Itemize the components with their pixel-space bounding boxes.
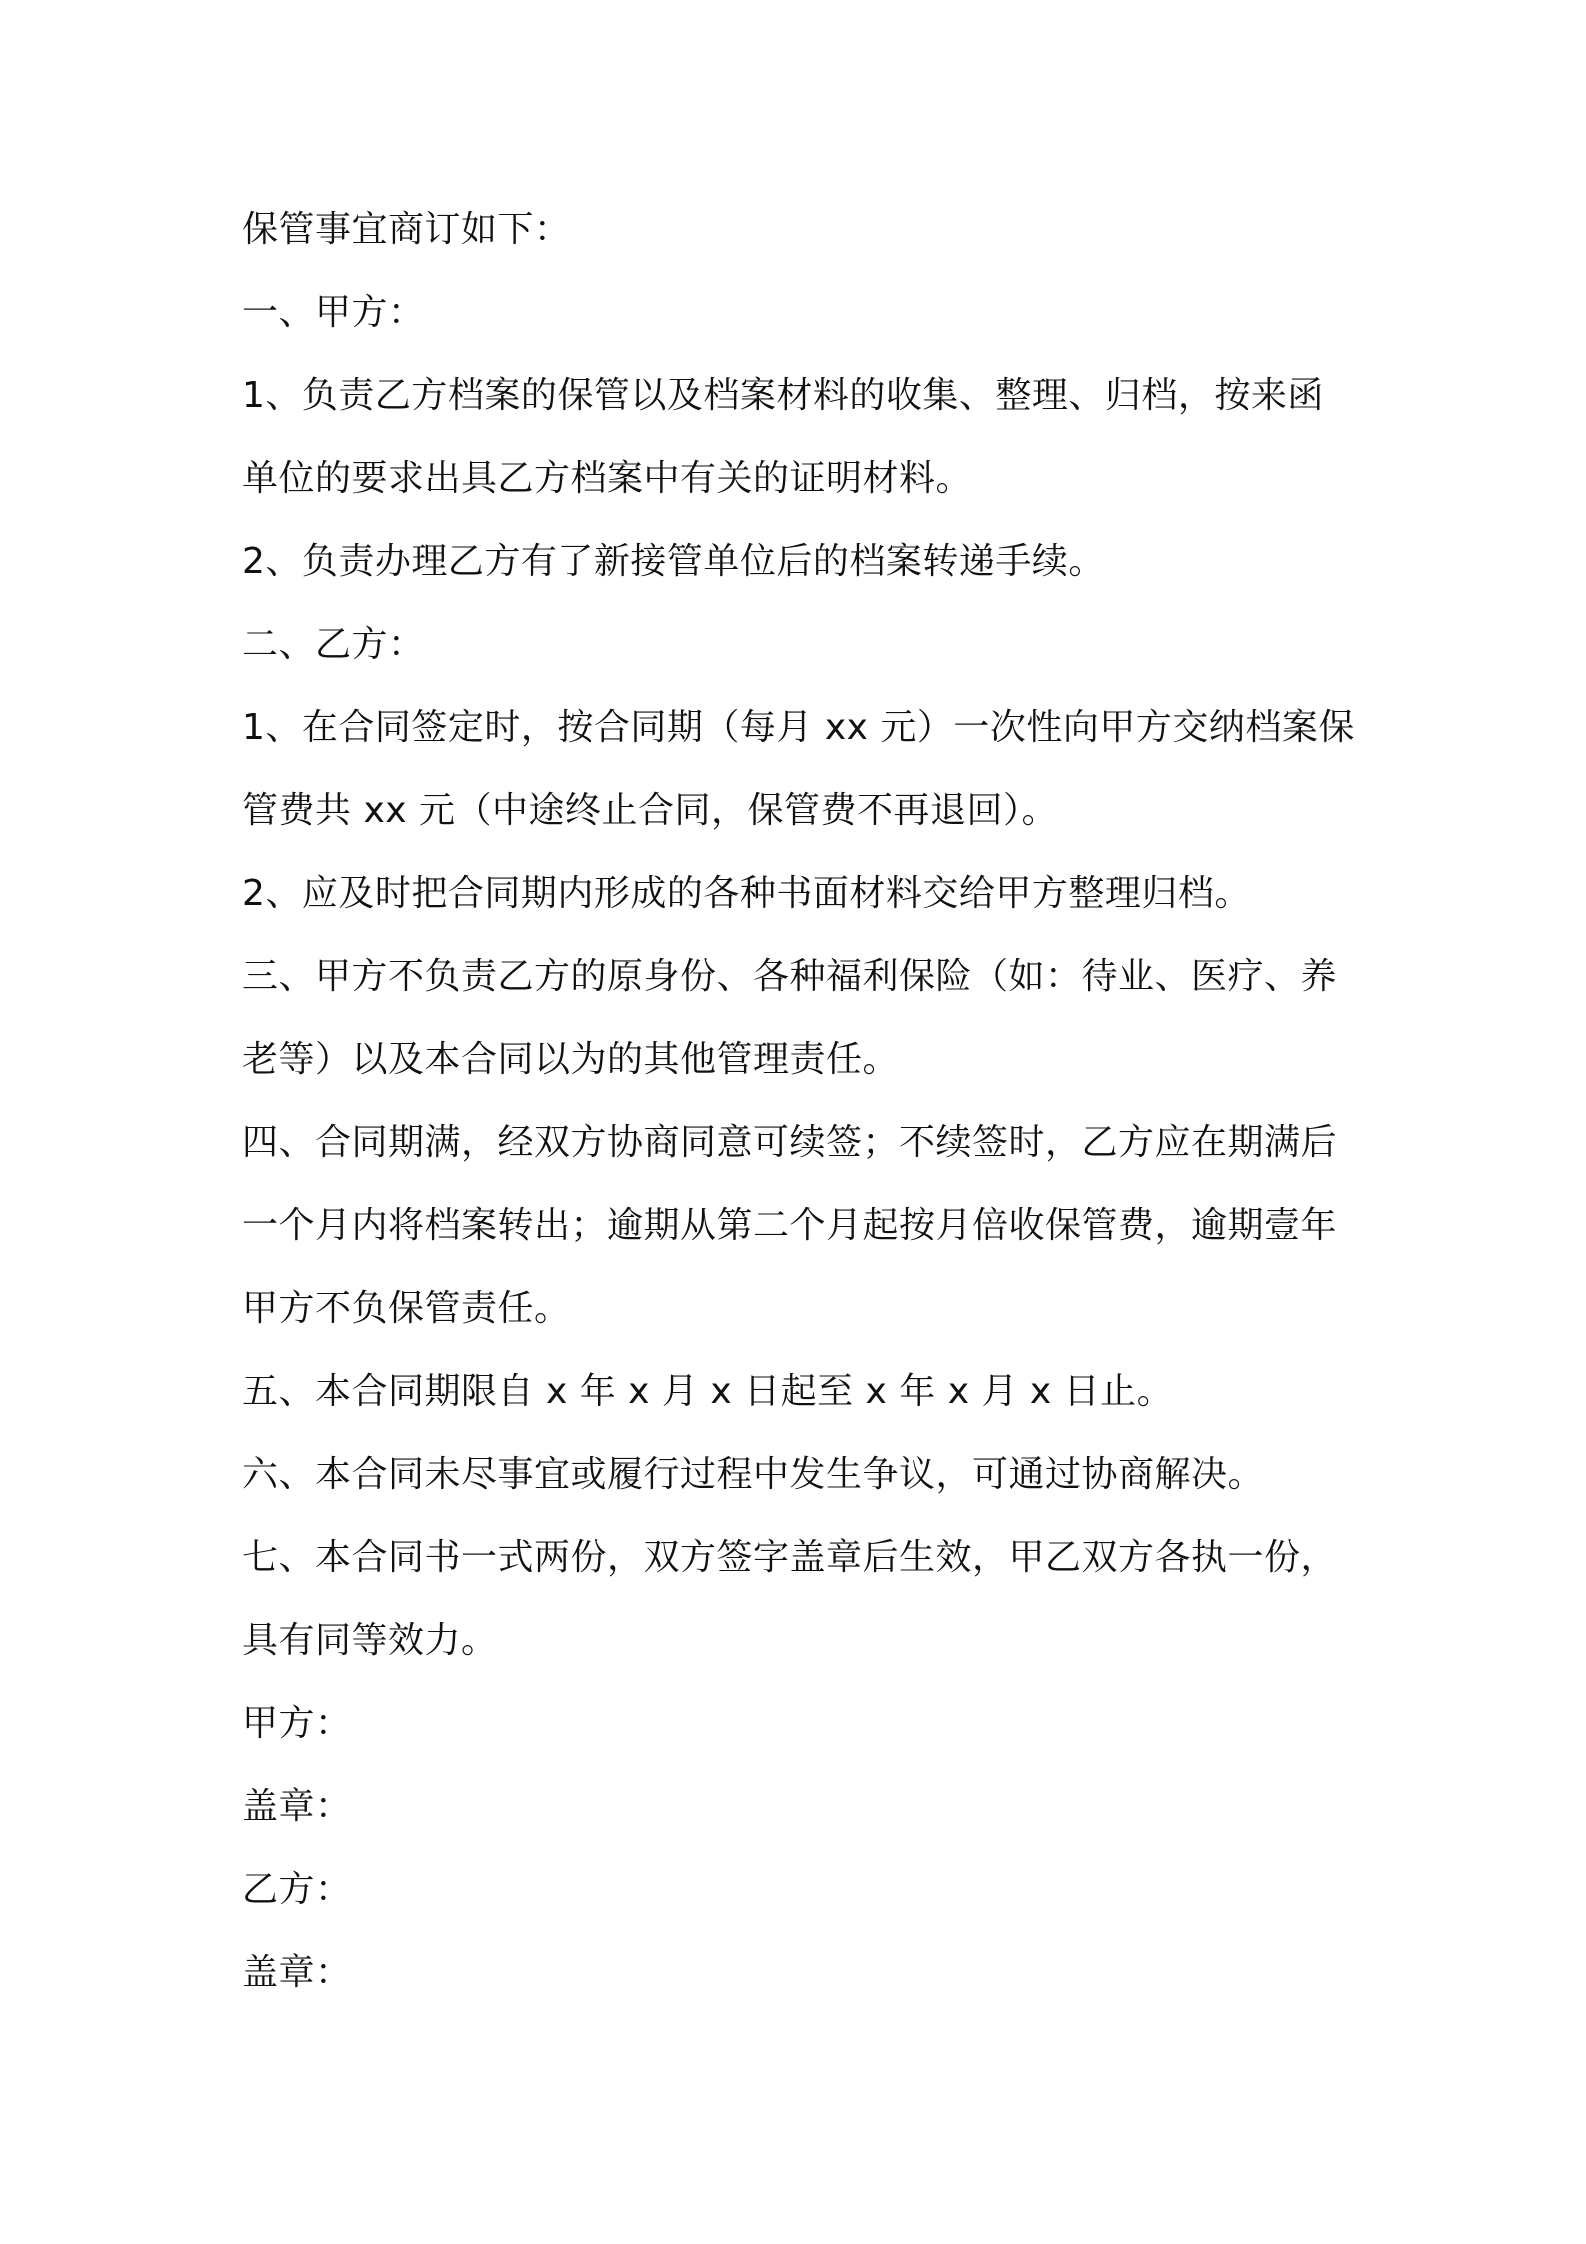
clause3-line2: 老等）以及本合同以为的其他管理责任。 — [242, 1039, 900, 1080]
clause4-line1: 四、合同期满，经双方协商同意可续签；不续签时，乙方应在期满后 — [242, 1122, 1338, 1163]
signature-seal-a: 盖章： — [242, 1786, 352, 1827]
party-a-heading: 一、甲方： — [242, 292, 425, 333]
intro-text: 保管事宜商订如下： — [242, 209, 571, 250]
signature-seal-b: 盖章： — [242, 1952, 352, 1993]
party-b-item1-line2: 管费共 xx 元（中途终止合同，保管费不再退回）。 — [242, 790, 1058, 831]
clause7-line1: 七、本合同书一式两份，双方签字盖章后生效，甲乙双方各执一份， — [242, 1537, 1338, 1578]
party-a-item1-line2: 单位的要求出具乙方档案中有关的证明材料。 — [242, 458, 973, 499]
party-a-item1-line1: 1、负责乙方档案的保管以及档案材料的收集、整理、归档，按来函 — [242, 375, 1324, 416]
signature-party-a: 甲方： — [242, 1703, 352, 1744]
clause3-line1: 三、甲方不负责乙方的原身份、各种福利保险（如：待业、医疗、养 — [242, 956, 1338, 997]
party-b-item2: 2、应及时把合同期内形成的各种书面材料交给甲方整理归档。 — [242, 873, 1251, 914]
clause5: 五、本合同期限自 x 年 x 月 x 日起至 x 年 x 月 x 日止。 — [242, 1371, 1174, 1412]
party-b-heading: 二、乙方： — [242, 624, 425, 665]
party-a-item2: 2、负责办理乙方有了新接管单位后的档案转递手续。 — [242, 541, 1105, 582]
party-b-item1-line1: 1、在合同签定时，按合同期（每月 xx 元）一次性向甲方交纳档案保 — [242, 707, 1355, 748]
clause4-line3: 甲方不负保管责任。 — [242, 1288, 571, 1329]
signature-party-b: 乙方： — [242, 1869, 352, 1910]
clause4-line2: 一个月内将档案转出；逾期从第二个月起按月倍收保管费，逾期壹年 — [242, 1205, 1338, 1246]
clause7-line2: 具有同等效力。 — [242, 1620, 498, 1661]
clause6: 六、本合同未尽事宜或履行过程中发生争议，可通过协商解决。 — [242, 1454, 1265, 1495]
